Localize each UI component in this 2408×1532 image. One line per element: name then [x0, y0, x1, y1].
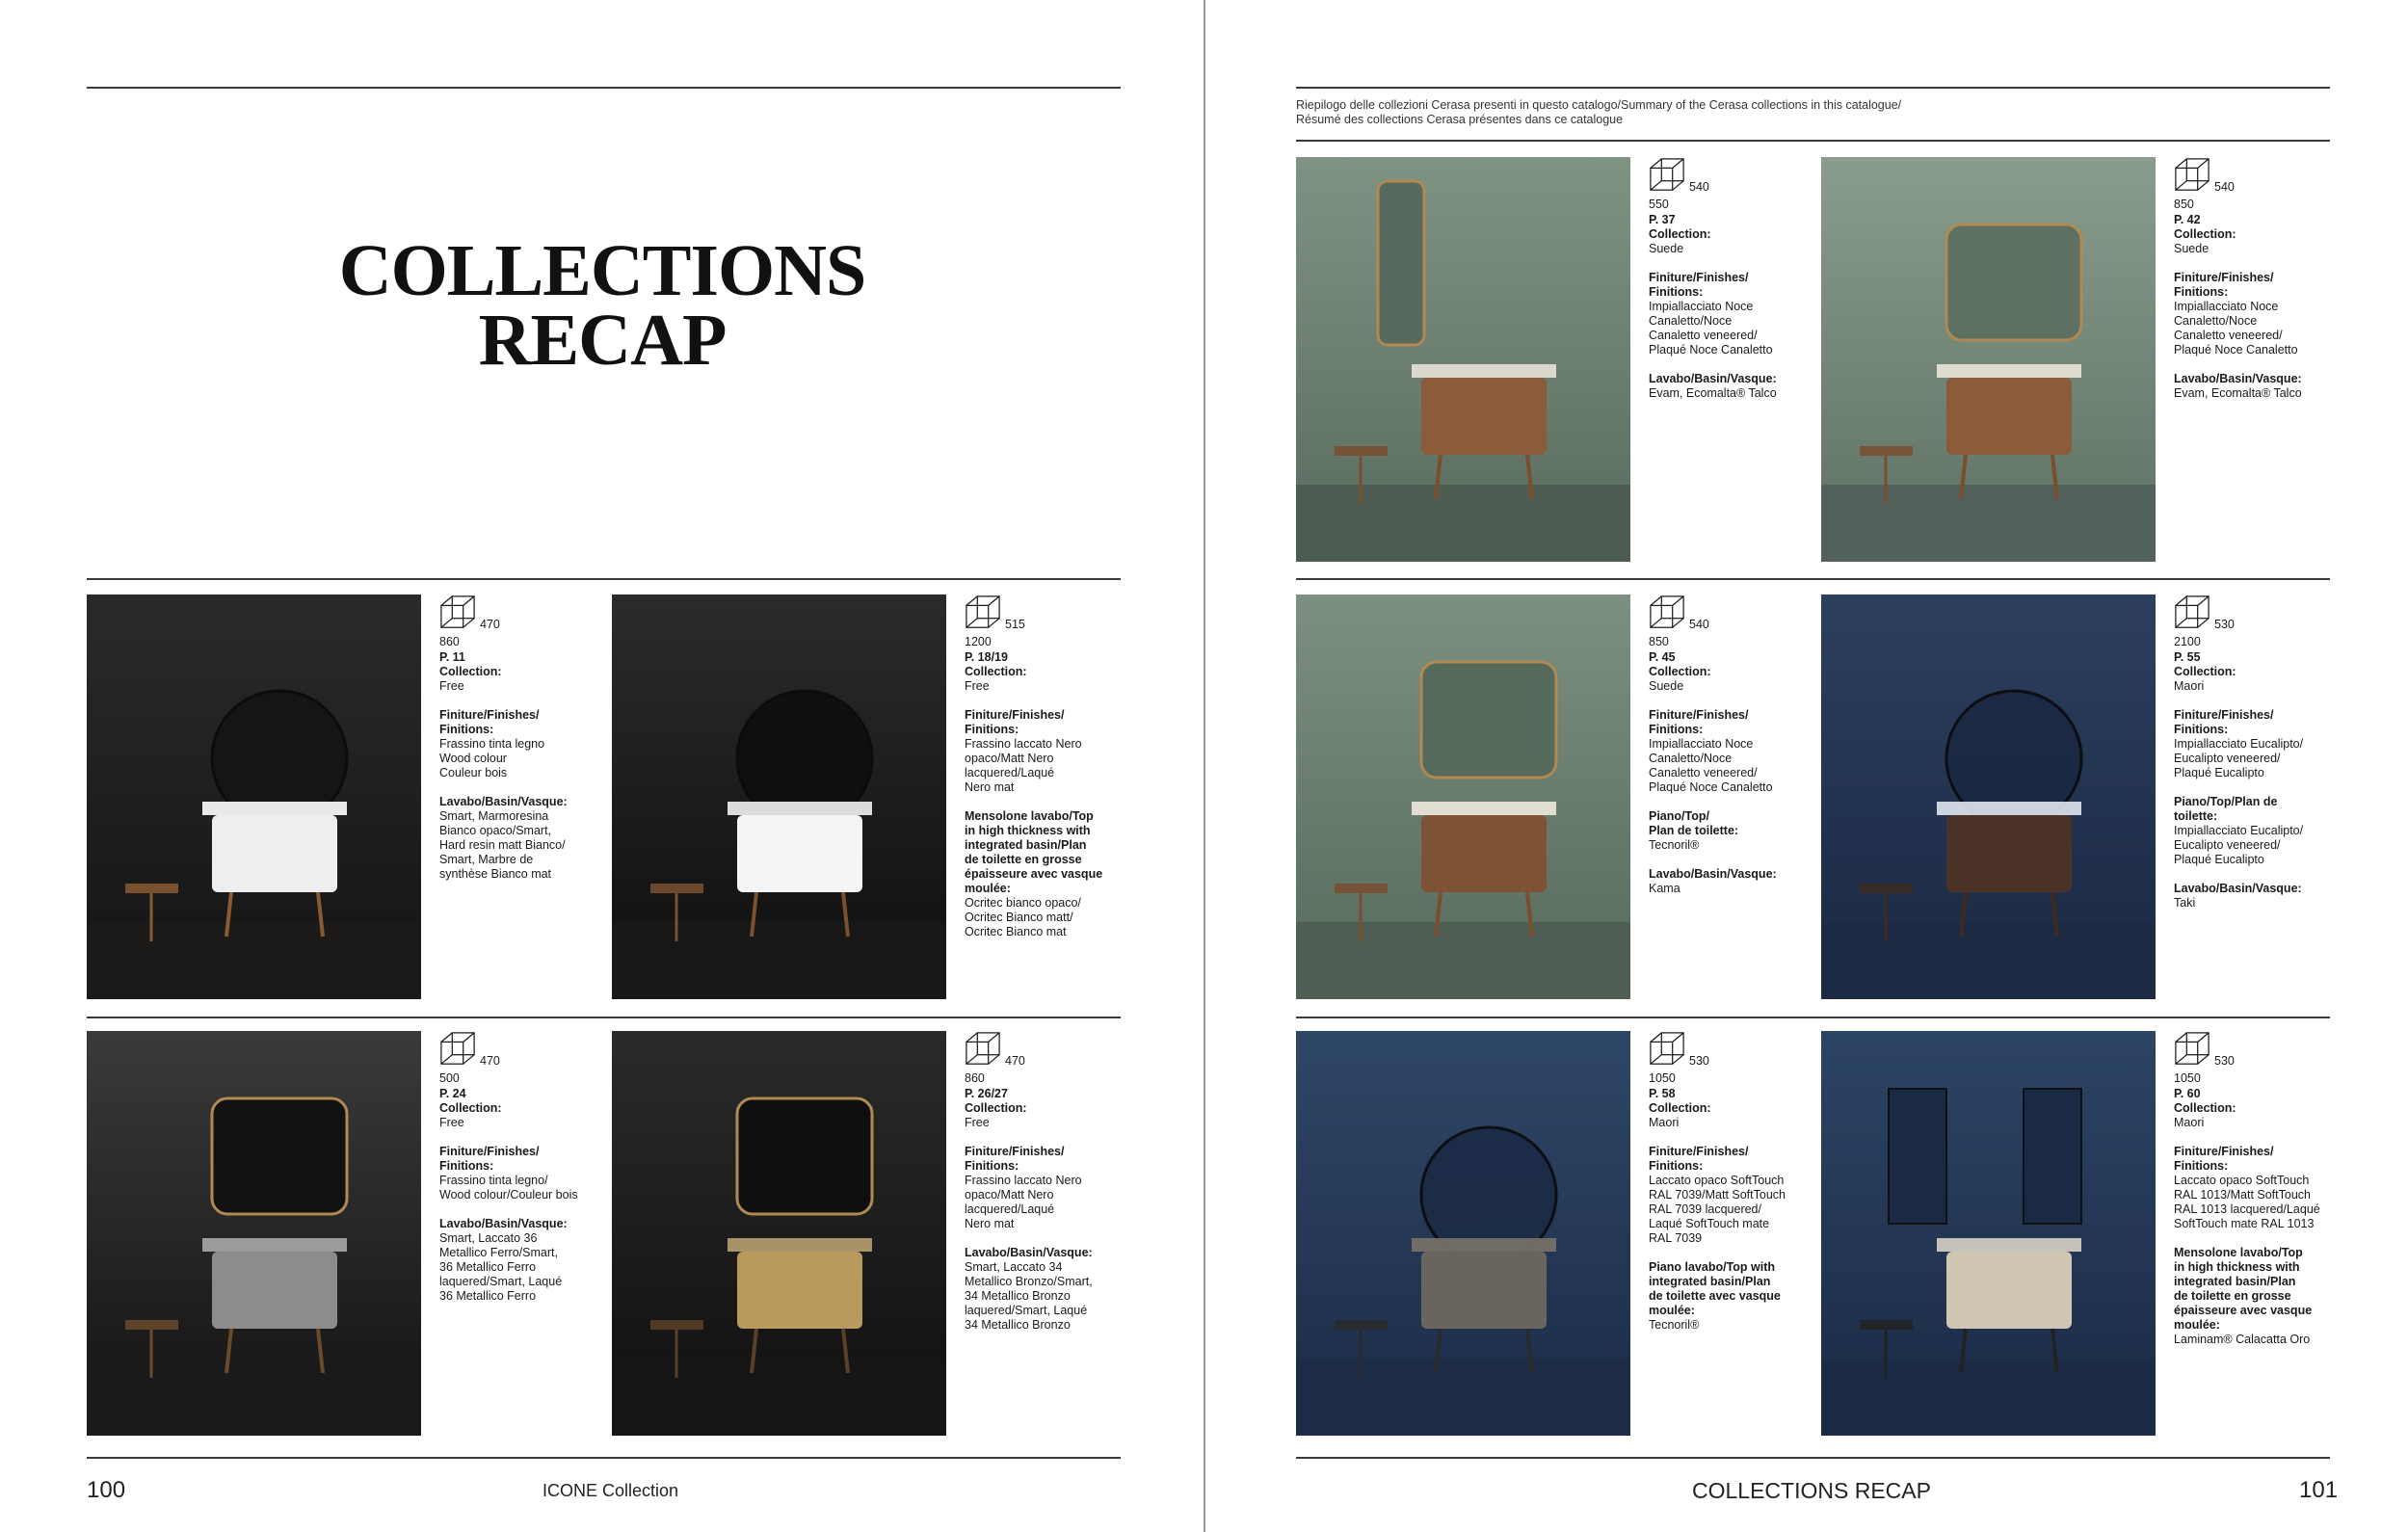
- dimension-depth: 470: [480, 1054, 500, 1068]
- product-card: [612, 594, 1123, 999]
- finishes-label: Finiture/Finishes/ Finitions:: [2174, 1145, 2274, 1173]
- dimensions: [1649, 1031, 1807, 1087]
- extra-value: Laminam® Calacatta Oro: [2174, 1333, 2311, 1346]
- rule-row2-right: [1296, 1017, 2330, 1018]
- extra-label: Lavabo/Basin/Vasque:: [1649, 372, 1777, 385]
- product-info: [439, 594, 597, 882]
- rule-row1-right: [1296, 578, 2330, 580]
- extra-value: Smart, Laccato 36 Metallico Ferro/Smart, 36 Metallico Ferro laquered/Smart, Laqué 36 Metallico Ferro: [439, 1231, 563, 1303]
- dimension-width: 550: [1649, 198, 1669, 211]
- dimension-cube-icon: [1649, 594, 1685, 631]
- summary-intro: Riepilogo delle collezioni Cerasa presenti in questo catalogo/Summary of the Cerasa collections in this catalogue/ Résumé des collections Cerasa présentes dans ce catalogue: [1296, 98, 1902, 126]
- extra-label: Piano lavabo/Top with integrated basin/Plan de toilette avec vasque moulée:: [1649, 1260, 1781, 1317]
- finishes-value: Impiallacciato Eucalipto/ Eucalipto veneered/ Plaqué Eucalipto: [2174, 737, 2304, 779]
- rule-top-left: [87, 87, 1121, 89]
- dimension-depth: 470: [480, 618, 500, 631]
- product-card: [612, 1031, 1123, 1436]
- dimensions: [1649, 594, 1807, 650]
- collection-label: Collection:: [2174, 665, 2236, 678]
- product-card: [1296, 594, 1807, 999]
- dimensions: [2174, 1031, 2332, 1087]
- extra-label: Mensolone lavabo/Top in high thickness with integrated basin/Plan de toilette en grosse épaisseure avec vasque moulée:: [965, 809, 1103, 895]
- product-card: [1821, 157, 2332, 562]
- collection-name: Suede: [2174, 242, 2210, 255]
- dimension-cube-icon: [2174, 594, 2210, 631]
- collection-label: Collection:: [965, 665, 1027, 678]
- collection-label: Collection:: [2174, 1101, 2236, 1115]
- finishes-value: Impiallacciato Noce Canaletto/Noce Canaletto veneered/ Plaqué Noce Canaletto: [1649, 300, 1773, 357]
- product-photo: [1821, 594, 2156, 999]
- extra-label: Piano/Top/ Plan de toilette:: [1649, 809, 1739, 837]
- page-ref: P. 60: [2174, 1087, 2201, 1100]
- collection-label: Collection:: [1649, 1101, 1711, 1115]
- extra-label: Lavabo/Basin/Vasque:: [2174, 372, 2302, 385]
- dimension-depth: 470: [1005, 1054, 1025, 1068]
- collection-label: Collection:: [2174, 227, 2236, 241]
- collection-name: Free: [965, 1116, 990, 1129]
- product-photo: [1296, 594, 1630, 999]
- collection-name: Suede: [1649, 679, 1684, 693]
- dimension-width: 500: [439, 1071, 460, 1085]
- dimension-width: 850: [1649, 635, 1669, 648]
- extra-value: Kama: [1649, 882, 1680, 895]
- dimension-cube-icon: [2174, 1031, 2210, 1068]
- finishes-value: Frassino laccato Nero opaco/Matt Nero lacquered/Laqué Nero mat: [965, 1174, 1082, 1230]
- product-photo: [1821, 1031, 2156, 1436]
- page-ref: P. 11: [439, 650, 465, 664]
- dimension-cube-icon: [439, 1031, 476, 1068]
- collection-label: Collection:: [439, 665, 502, 678]
- extra-value: Taki: [2174, 896, 2196, 910]
- finishes-label: Finiture/Finishes/ Finitions:: [965, 1145, 1065, 1173]
- product-info: [1649, 157, 1807, 401]
- dimension-cube-icon: [1649, 1031, 1685, 1068]
- page-ref: P. 26/27: [965, 1087, 1008, 1100]
- product-photo: [1296, 1031, 1630, 1436]
- collection-name: Suede: [1649, 242, 1684, 255]
- dimension-cube-icon: [439, 594, 476, 631]
- product-info: [439, 1031, 597, 1304]
- collection-name: Maori: [2174, 679, 2205, 693]
- rule-top-right: [1296, 87, 2330, 89]
- rule-bottom-right: [1296, 1457, 2330, 1459]
- product-photo: [1821, 157, 2156, 562]
- dimension-width: 1200: [965, 635, 992, 648]
- dimension-depth: 540: [1689, 618, 1709, 631]
- dimension-width: 2100: [2174, 635, 2201, 648]
- rule-row2-left: [87, 1017, 1121, 1018]
- dimension-depth: 515: [1005, 618, 1025, 631]
- product-card: [1821, 1031, 2332, 1436]
- product-card: [1821, 594, 2332, 999]
- dimension-cube-icon: [2174, 157, 2210, 194]
- dimension-depth: 530: [2214, 618, 2235, 631]
- dimensions: [2174, 157, 2332, 213]
- dimensions: [439, 594, 597, 650]
- product-info: [965, 594, 1123, 939]
- page-ref: P. 55: [2174, 650, 2201, 664]
- page-title: COLLECTIONS RECAP: [338, 230, 866, 381]
- product-info: [965, 1031, 1123, 1333]
- extra-label: Lavabo/Basin/Vasque:: [439, 795, 568, 808]
- dimensions: [439, 1031, 597, 1087]
- finishes-label: Finiture/Finishes/ Finitions:: [2174, 708, 2274, 736]
- dimensions: [1649, 157, 1807, 213]
- extra-label: Lavabo/Basin/Vasque:: [1649, 867, 1777, 881]
- footer-section-name: COLLECTIONS RECAP: [1692, 1478, 1931, 1503]
- extra-label: Lavabo/Basin/Vasque:: [2174, 882, 2302, 895]
- finishes-label: Finiture/Finishes/ Finitions:: [1649, 708, 1749, 736]
- page-number-right: 101: [2299, 1477, 2339, 1503]
- collection-label: Collection:: [965, 1101, 1027, 1115]
- extra-value: Evam, Ecomalta® Talco: [2174, 386, 2302, 400]
- page-ref: P. 42: [2174, 213, 2201, 226]
- dimension-depth: 540: [1689, 180, 1709, 194]
- extra-value: Tecnoril®: [1649, 838, 1700, 852]
- dimensions: [2174, 594, 2332, 650]
- product-info: [2174, 594, 2332, 911]
- product-card: [87, 594, 597, 999]
- collection-name: Free: [439, 1116, 464, 1129]
- finishes-value: Laccato opaco SoftTouch RAL 7039/Matt SoftTouch RAL 7039 lacquered/ Laqué SoftTouch mate RAL 7039: [1649, 1174, 1786, 1245]
- dimensions: [965, 1031, 1123, 1087]
- collection-name: Maori: [2174, 1116, 2205, 1129]
- dimension-width: 1050: [1649, 1071, 1676, 1085]
- product-info: [2174, 1031, 2332, 1347]
- collection-label: Collection:: [1649, 665, 1711, 678]
- dimensions: [965, 594, 1123, 650]
- page-ref: P. 18/19: [965, 650, 1008, 664]
- collection-name: Free: [439, 679, 464, 693]
- rule-bottom-left: [87, 1457, 1121, 1459]
- product-photo: [1296, 157, 1630, 562]
- extra-value: Impiallacciato Eucalipto/ Eucalipto veneered/ Plaqué Eucalipto: [2174, 824, 2304, 866]
- finishes-label: Finiture/Finishes/ Finitions:: [439, 708, 540, 736]
- page-number-left: 100: [87, 1477, 126, 1503]
- rule-intro-right: [1296, 140, 2330, 142]
- page-ref: P. 45: [1649, 650, 1676, 664]
- dimension-cube-icon: [965, 594, 1001, 631]
- collection-label: Collection:: [439, 1101, 502, 1115]
- finishes-value: Laccato opaco SoftTouch RAL 1013/Matt SoftTouch RAL 1013 lacquered/Laqué SoftTouch mate RAL 1013: [2174, 1174, 2320, 1230]
- finishes-label: Finiture/Finishes/ Finitions:: [965, 708, 1065, 736]
- dimension-width: 860: [965, 1071, 985, 1085]
- product-card: [1296, 1031, 1807, 1436]
- product-info: [1649, 594, 1807, 896]
- finishes-label: Finiture/Finishes/ Finitions:: [439, 1145, 540, 1173]
- rule-row1-left: [87, 578, 1121, 580]
- product-card: [87, 1031, 597, 1436]
- dimension-width: 850: [2174, 198, 2194, 211]
- dimension-width: 1050: [2174, 1071, 2201, 1085]
- extra-value: Smart, Laccato 34 Metallico Bronzo/Smart, 34 Metallico Bronzo laquered/Smart, Laqué 34 Metallico Bronzo: [965, 1260, 1093, 1332]
- collection-name: Maori: [1649, 1116, 1680, 1129]
- product-photo: [87, 594, 421, 999]
- dimension-depth: 530: [2214, 1054, 2235, 1068]
- product-card: [1296, 157, 1807, 562]
- finishes-label: Finiture/Finishes/ Finitions:: [1649, 271, 1749, 299]
- finishes-value: Frassino tinta legno Wood colour Couleur bois: [439, 737, 545, 779]
- product-photo: [612, 594, 946, 999]
- finishes-label: Finiture/Finishes/ Finitions:: [2174, 271, 2274, 299]
- page-ref: P. 37: [1649, 213, 1676, 226]
- extra-value: Tecnoril®: [1649, 1318, 1700, 1332]
- product-photo: [612, 1031, 946, 1436]
- extra-value: Smart, Marmoresina Bianco opaco/Smart, Hard resin matt Bianco/ Smart, Marbre de synthèse Bianco mat: [439, 809, 566, 881]
- finishes-value: Frassino tinta legno/ Wood colour/Couleur bois: [439, 1174, 578, 1202]
- dimension-cube-icon: [965, 1031, 1001, 1068]
- extra-label: Piano/Top/Plan de toilette:: [2174, 795, 2278, 823]
- dimension-depth: 530: [1689, 1054, 1709, 1068]
- extra-value: Evam, Ecomalta® Talco: [1649, 386, 1777, 400]
- product-info: [2174, 157, 2332, 401]
- finishes-value: Impiallacciato Noce Canaletto/Noce Canaletto veneered/ Plaqué Noce Canaletto: [1649, 737, 1773, 794]
- spread-gutter: [1204, 0, 1205, 1532]
- finishes-value: Frassino laccato Nero opaco/Matt Nero lacquered/Laqué Nero mat: [965, 737, 1082, 794]
- dimension-depth: 540: [2214, 180, 2235, 194]
- page-ref: P. 58: [1649, 1087, 1676, 1100]
- page-ref: P. 24: [439, 1087, 466, 1100]
- extra-label: Mensolone lavabo/Top in high thickness with integrated basin/Plan de toilette en grosse épaisseure avec vasque moulée:: [2174, 1246, 2313, 1332]
- finishes-value: Impiallacciato Noce Canaletto/Noce Canaletto veneered/ Plaqué Noce Canaletto: [2174, 300, 2298, 357]
- dimension-width: 860: [439, 635, 460, 648]
- product-photo: [87, 1031, 421, 1436]
- footer-catalog-name: ICONE Collection: [542, 1481, 679, 1500]
- extra-label: Lavabo/Basin/Vasque:: [439, 1217, 568, 1230]
- finishes-label: Finiture/Finishes/ Finitions:: [1649, 1145, 1749, 1173]
- extra-value: Ocritec bianco opaco/ Ocritec Bianco matt/ Ocritec Bianco mat: [965, 896, 1081, 938]
- extra-label: Lavabo/Basin/Vasque:: [965, 1246, 1093, 1259]
- collection-label: Collection:: [1649, 227, 1711, 241]
- collection-name: Free: [965, 679, 990, 693]
- product-info: [1649, 1031, 1807, 1333]
- dimension-cube-icon: [1649, 157, 1685, 194]
